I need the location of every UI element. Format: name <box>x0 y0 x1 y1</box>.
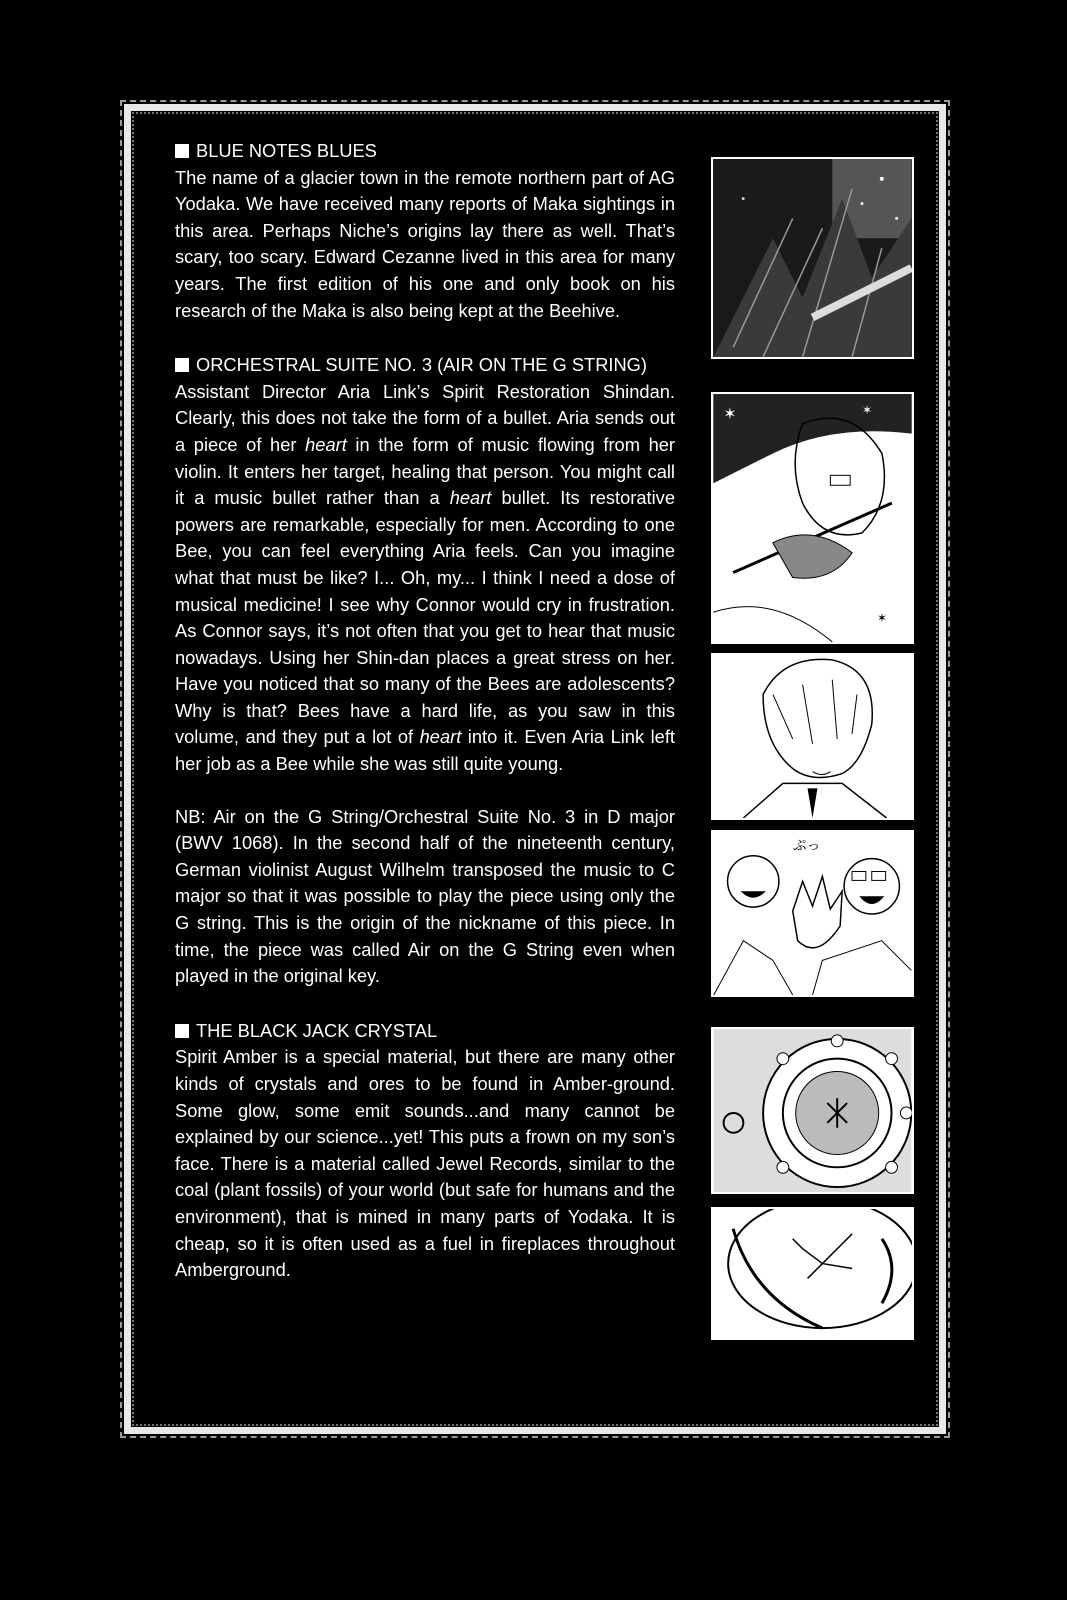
panel-laughing-group <box>711 830 914 997</box>
panel-dark-splash <box>711 157 914 359</box>
entry-body: The name of a glacier town in the remote northern part of AG Yodaka. We have received many reports of Maka sightings in this area. Perhaps Niche’s origins lay there as well. That’s scary, too scary. Edward Cezanne lived in this area for many years. The first edition of his one and only book on his research of the Maka is also being kept at the Beehive. <box>175 166 675 321</box>
entry-heading: BLUE NOTES BLUES <box>175 138 675 165</box>
crystal-ring-image <box>713 1029 912 1192</box>
boy-image <box>713 655 912 818</box>
entry-black-jack-crystal <box>175 1018 675 1284</box>
square-bullet-icon <box>175 358 189 372</box>
entry-heading: THE BLACK JACK CRYSTAL <box>175 1018 675 1045</box>
entry-blue-notes-blues <box>175 138 675 324</box>
entry-heading: ORCHESTRAL SUITE NO. 3 (AIR ON THE G STRING) <box>175 352 675 379</box>
panel-crystal-ring <box>711 1027 914 1194</box>
square-bullet-icon <box>175 144 189 158</box>
panel-cracked-crystal <box>711 1207 914 1340</box>
svg-text:✶: ✶ <box>723 405 737 423</box>
entry-orchestral-suite <box>175 352 675 990</box>
entry-note: NB: Air on the G String/Orchestral Suite No. 3 in D major (BWV 1068). In the second half of the nineteenth century, German violinist August Wilhelm transposed the music to C major so that it was possible to play the piece using only the G string. This is the origin of the nickname of this piece. In time, the piece was called Air on the G String even when played in the original key. <box>175 805 675 987</box>
glossary-text <box>175 138 675 1284</box>
square-bullet-icon <box>175 1024 189 1038</box>
violinist-image <box>713 394 912 642</box>
svg-text:ぷっ: ぷっ <box>792 836 821 853</box>
entry-body: Spirit Amber is a special material, but there are many other kinds of crystals and ores to be found in Amber-ground. Some glow, some emit sounds...and many cannot be explained by our science...yet! This puts a frown on my son’s face. There is a material called Jewel Records, similar to the coal (plant fossils) of your world (but safe for humans and the environment), that is mined in many parts of Yodaka. It is cheap, so it is often used as a fuel in fireplaces throughout Amberground. <box>175 1046 675 1281</box>
dark-splash-image <box>713 159 912 357</box>
svg-text:✶: ✶ <box>862 402 873 417</box>
entry-body: Assistant Director Aria Link’s Spirit Restoration Shindan. Clearly, this does not take the form of a bullet. Aria sends out a piece of her heart in the form of music flowing from her violin. It enters her target, healing that person. You might call it a music bullet rather than a heart bullet. Its restorative powers are remarkable, especially for men. According to one Bee, you can feel everything Aria feels. Can you imagine what that must be like? I... Oh, my... I think I need a dose of musical medicine! I see why Connor would cry in frustration. As Connor says, it’s not often that you get to hear that music nowadays. Using her Shin-dan places a great stress on her. Have you noticed that so many of the Bees are adolescents? Why is that? Bees have a hard life, as you saw in this volume, and they put a lot of heart into it. Even Aria Link left her job as a Bee while she was still quite young. <box>175 380 675 775</box>
svg-text:✶: ✶ <box>876 611 887 626</box>
cracked-crystal-image <box>713 1209 912 1338</box>
laughing-group-image <box>713 832 912 995</box>
panel-violinist <box>711 392 914 644</box>
panel-boy <box>711 653 914 820</box>
